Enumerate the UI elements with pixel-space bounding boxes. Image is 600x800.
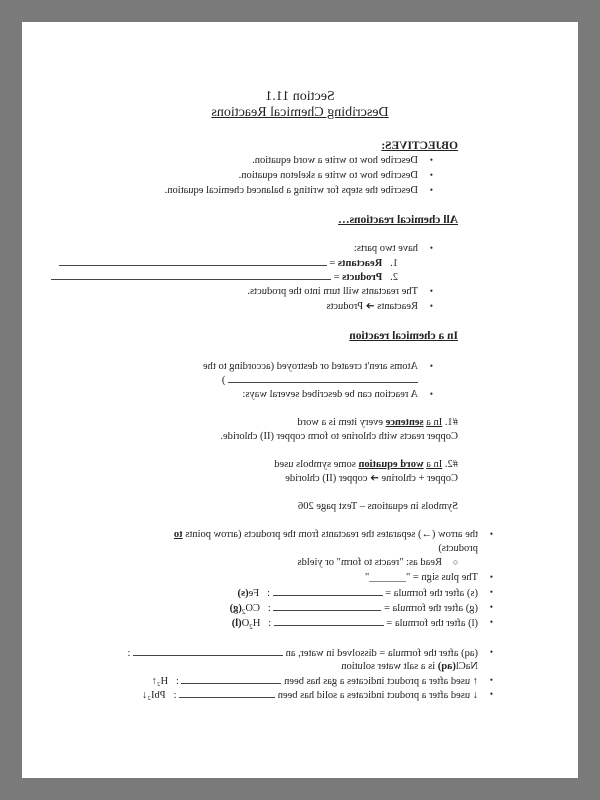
bullet-icon: •	[489, 602, 493, 612]
word-equation-method: #2. In a word equation some symbols used	[274, 459, 458, 470]
bullet-icon: •	[489, 647, 493, 657]
gas-arrow-desc: ↑ used after a product indicates a gas has been : H₂↑	[151, 676, 478, 687]
arrow-symbol-desc-cont: products)	[438, 543, 478, 554]
atoms-blank	[228, 373, 418, 383]
described-ways: A reaction can be described several ways:	[242, 389, 418, 400]
aqueous-symbol-desc: (aq) after the formula = dissolved in water, an :	[127, 648, 478, 659]
reactants-blank	[59, 256, 327, 266]
right-arrow-icon: ➔	[365, 301, 375, 312]
read-as: Read as: "reacts to form" or yields	[297, 557, 442, 568]
bullet-icon: •	[429, 361, 433, 371]
bullet-icon: •	[429, 185, 433, 195]
solid-blank	[273, 586, 383, 596]
arrow-symbol-desc: the arrow (→) separates the reactants from the products (arrow points to	[173, 529, 478, 540]
nacl-example: NaCl(aq) is a salt water solution	[341, 661, 478, 672]
bullet-icon: •	[429, 243, 433, 253]
worksheet-page	[22, 22, 578, 778]
bullet-icon: •	[489, 675, 493, 685]
solid-symbol-desc: (s) after the formula = : Fe(s)	[237, 588, 478, 599]
gas-blank	[273, 601, 381, 611]
bullet-icon: •	[489, 529, 493, 539]
page-title: Describing Chemical Reactions	[211, 105, 389, 120]
atoms-blank-line: )	[222, 373, 418, 387]
objective-item: Describe the steps for writing a balanced chemical equation.	[164, 185, 418, 196]
liquid-symbol-desc: (l) after the formula = : $H_2O(l)$	[231, 618, 478, 632]
bullet-icon: •	[489, 689, 493, 699]
liquid-blank	[274, 616, 384, 626]
in-reaction-heading: In a chemical reaction	[349, 330, 458, 342]
symbols-reference: Symbols in equations – Text page 206	[297, 501, 458, 512]
bullet-icon: •	[429, 389, 433, 399]
bullet-icon: •	[429, 301, 433, 311]
reactants-label: Reactants	[337, 258, 383, 269]
bullet-icon: •	[429, 155, 433, 165]
bullet-icon: •	[429, 170, 433, 180]
sentence-term: sentence	[385, 417, 424, 428]
objective-item: Describe how to write a skeleton equation.	[238, 170, 418, 181]
right-arrow-icon: ➔	[370, 473, 379, 484]
gas-arrow-blank	[181, 674, 281, 684]
sentence-example: Copper reacts with chlorine to form copper (II) chloride.	[220, 431, 458, 442]
all-reactions-heading: All chemical reactions…	[338, 214, 458, 226]
aqueous-blank	[133, 646, 283, 656]
solid-arrow-blank	[179, 688, 275, 698]
bullet-icon: •	[489, 587, 493, 597]
objectives-heading: OBJECTIVES:	[381, 140, 458, 152]
word-equation-example: Copper + chlorine ➔ copper (II) chloride	[285, 473, 458, 484]
gas-symbol-desc: (g) after the formula = : $CO_2(g)$	[229, 603, 478, 617]
section-number: Section 11.1	[265, 89, 335, 104]
mirrored-content	[22, 22, 578, 778]
reactants-arrow-products: Reactants ➔ Products	[326, 301, 418, 312]
reactants-turn-into: The reactants will turn into the products.	[247, 286, 418, 297]
bullet-icon: •	[429, 286, 433, 296]
products-blank	[51, 270, 331, 280]
products-line: 2. Products =	[51, 270, 398, 284]
have-two-parts: have two parts:	[353, 243, 418, 254]
sentence-method: #1. In a sentence every item is a word	[297, 417, 458, 428]
atoms-statement: Atoms aren't created or destroyed (according to the	[202, 361, 418, 372]
circle-bullet-icon: ○	[452, 557, 458, 567]
bullet-icon: •	[489, 572, 493, 582]
reactants-line: 1. Reactants =	[59, 256, 398, 270]
solid-arrow-desc: ↓ used after a product indicates a solid has been : PbI₂↓	[142, 690, 478, 701]
plus-sign-desc: The plus sign = "_______"	[364, 572, 478, 583]
bullet-icon: •	[489, 617, 493, 627]
word-equation-term: word equation	[358, 459, 424, 470]
objective-item: Describe how to write a word equation.	[252, 155, 418, 166]
products-label: Products	[342, 272, 383, 283]
